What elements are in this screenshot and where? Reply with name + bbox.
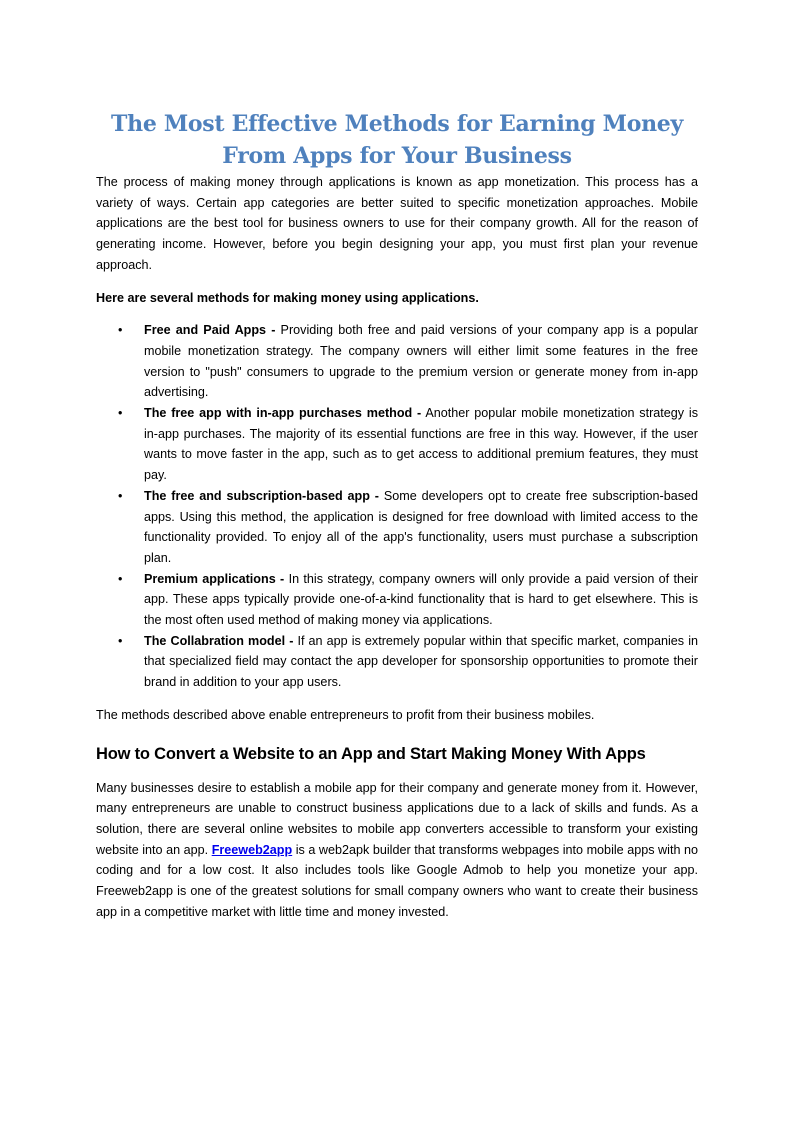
- intro-paragraph: The process of making money through applications is known as app monetization. This process has a variety of ways. Certain app categories are better suited to specific monetization approaches. Mobile applications are the best tool for business owners to use for their company growth. All for the reason of generating income. However, before you begin designing your app, you must first plan your revenue approach.: [96, 175, 698, 272]
- document-title: The Most Effective Methods for Earning Money From Apps for Your Business: [111, 111, 683, 169]
- section-paragraph: Many businesses desire to establish a mobile app for their company and generate money from it. However, many entrepreneurs are unable to construct business applications due to a lack of skills and funds. As a solution, there are several online websites to mobile app converters accessible to transform your existing website into an app. Freeweb2app is a web2apk builder that transforms webpages into mobile apps with no coding and for a low cost. It also includes tools like Google Admob to help you monetize your app. Freeweb2app is one of the greatest solutions for small company owners who want to create their business app in a competitive market with little time and money invested.: [96, 780, 698, 919]
- bullet-icon: •: [118, 488, 123, 503]
- methods-summary: The methods described above enable entrepreneurs to profit from their business mobiles.: [96, 707, 595, 722]
- list-item: • Free and Paid Apps - Providing both free and paid versions of your company app is a popular mobile monetization strategy. The company owners will either limit some features in the free version to "push" consumers to upgrade to the premium version or generate money from in-app advertising.: [96, 320, 698, 403]
- section-heading: How to Convert a Website to an App and Start Making Money With Apps: [96, 744, 646, 763]
- list-item: • The free and subscription-based app - Some developers opt to create free subscription-based apps. Using this method, the application is designed for free download with limited access to the functionality provided. To enjoy all of the app's functionality, users must purchase a subscription plan.: [96, 486, 698, 569]
- list-item: • The Collabration model - If an app is extremely popular within that specific market, companies in that specialized field may contact the app developer for sponsorship opportunities to promote their brand in addition to your app users.: [96, 631, 698, 693]
- bullet-icon: •: [118, 633, 123, 648]
- bullet-icon: •: [118, 406, 123, 421]
- freeweb2app-link[interactable]: Freeweb2app: [211, 842, 293, 857]
- document-page: [96, 108, 698, 923]
- bullet-icon: •: [118, 571, 123, 586]
- methods-heading: Here are several methods for making money using applications.: [96, 290, 479, 305]
- list-item: • Premium applications - In this strategy, company owners will only provide a paid version of their app. These apps typically provide one-of-a-kind functionality that is hard to get elsewhere. This is the most often used method of making money via applications.: [96, 569, 698, 631]
- list-item: • The free app with in-app purchases method - Another popular mobile monetization strategy is in-app purchases. The majority of its essential functions are free in this way. However, if the user wants to move faster in the app, such as to get access to additional premium features, they must pay.: [96, 403, 698, 486]
- bullet-icon: •: [118, 323, 123, 338]
- methods-list: [96, 320, 698, 693]
